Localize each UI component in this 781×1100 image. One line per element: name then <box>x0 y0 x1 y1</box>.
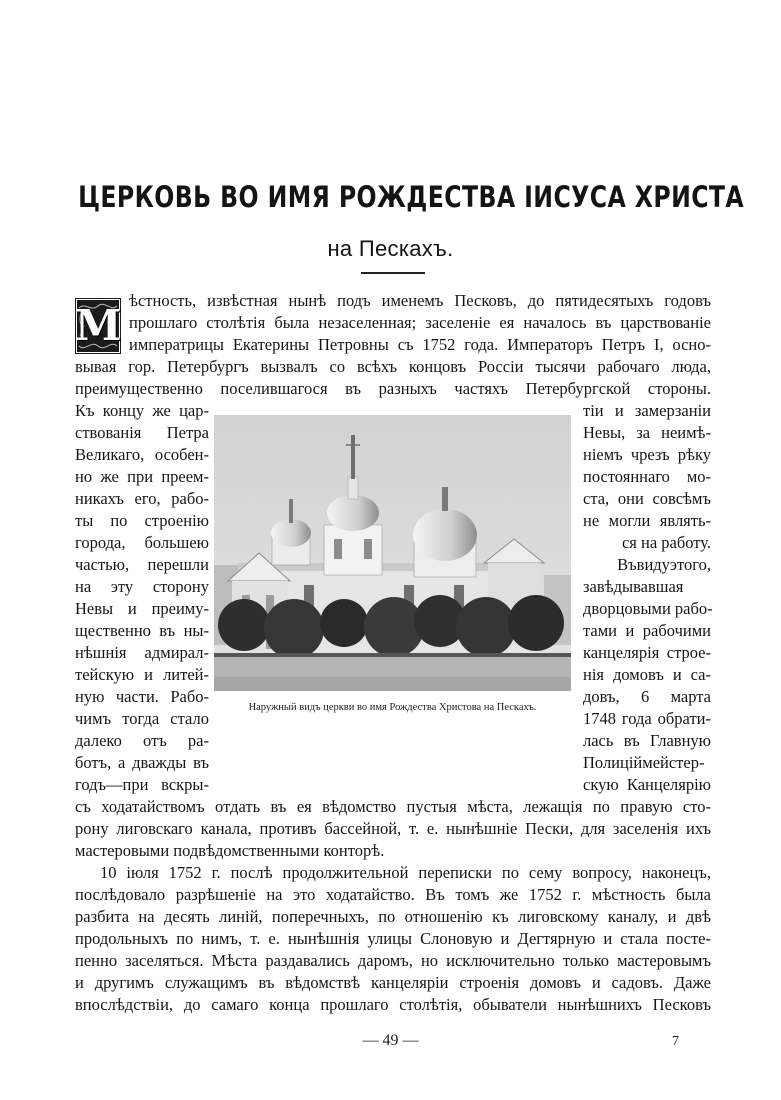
left-column-line: далеко отъ ра- <box>75 731 209 750</box>
right-column-line: ніемъ чрезъ рѣку <box>583 445 711 464</box>
right-column-line: ста, они совсѣмъ <box>583 489 711 508</box>
page-number: — 49 — <box>362 1032 419 1049</box>
text-line: впослѣдствіи, до самаго конца прошлаго столѣтія, обыватели нынѣшнихъ Песковъ <box>75 995 711 1014</box>
text-line: мастеровыми подвѣдомственными конторѣ. <box>75 841 385 860</box>
left-column-line: Великаго, особен- <box>75 445 209 464</box>
text-line: послѣдовало разрѣшеніе на это ходатайство. Въ томъ же 1752 г. мѣстность была <box>75 885 711 904</box>
left-column-line: Невы и преиму- <box>75 599 209 618</box>
drop-cap-letter: М <box>75 301 121 350</box>
left-column-line: чимъ тогда стало <box>75 709 209 728</box>
text-line: пенно заселяться. Мѣста раздавались даромъ, но исключительно только мастеровымъ <box>75 951 711 970</box>
page-subtitle: на Пескахъ. <box>327 236 454 261</box>
text-line: 10 іюля 1752 г. послѣ продолжительной переписки по сему вопросу, наконецъ, <box>100 863 711 882</box>
left-column-line: ты по строенію <box>75 511 209 530</box>
right-column-line: канцелярія строе- <box>583 643 711 662</box>
text-line: и другимъ служащимъ въ вѣдомствѣ канцеляріи строенія домовъ и садовъ. Даже <box>75 973 711 992</box>
left-column-line: нѣшнія адмирал- <box>75 643 209 662</box>
text-line: преимущественно поселившагося въ разныхъ частяхъ Петербургской стороны. <box>75 379 711 398</box>
left-column-line: ствованія Петра <box>75 423 209 442</box>
left-column-line: никахъ его, рабо- <box>75 489 209 508</box>
right-column-line: 1748 года обрати- <box>583 709 711 728</box>
church-photo <box>214 415 571 691</box>
text-line: прошлаго столѣтія была незаселенная; заселеніе ея началось въ царствованіе <box>129 313 711 332</box>
left-column-line: частью, перешли <box>75 555 209 574</box>
left-column-line: города, большею <box>75 533 209 552</box>
text-line: вывая гор. Петербургъ вызвалъ со всѣхъ концовъ Россіи тысячи рабочаго люда, <box>75 357 711 376</box>
text-line: продольныхъ по нимъ, т. е. нынѣшнія улицы Слоновую и Дегтярную и стала посте- <box>75 929 711 948</box>
page-title: ЦЕРКОВЬ ВО ИМЯ РОЖДЕСТВА IИСУСА ХРИСТА <box>78 180 745 214</box>
right-column-line: тіи и замерзаніи <box>583 401 711 420</box>
right-column-line: довъ, 6 марта <box>583 687 711 706</box>
text-line: рону лиговскаго канала, противъ бассейной, т. е. нынѣшніе Пески, для заселенія ихъ <box>75 819 711 838</box>
left-column-line: годъ—при вскры- <box>75 775 209 794</box>
left-column-line: ную части. Рабо- <box>75 687 209 706</box>
title-divider <box>361 272 425 274</box>
right-column-line: тами и рабочими <box>583 621 711 640</box>
text-line: ѣстность, извѣстная нынѣ подъ именемъ Песковъ, до пятидесятыхъ годовъ <box>129 291 711 310</box>
left-column-line: на эту сторону <box>75 577 209 596</box>
photo-caption: Наружный видъ церкви во имя Рождества Христова на Пескахъ. <box>248 702 537 713</box>
left-column-line: но же при преем- <box>75 467 209 486</box>
right-column-line: постояннаго мо- <box>583 467 711 486</box>
left-column-line: Къ концу же цар- <box>75 401 209 420</box>
right-column-line: завѣдывавшая <box>583 577 684 596</box>
right-column-line: лась въ Главную <box>583 731 711 750</box>
right-column-line: Полиціймейстер- <box>583 753 705 772</box>
right-column-line: не могли являть- <box>583 511 711 530</box>
printer-signature-mark: 7 <box>672 1034 679 1049</box>
text-line: съ ходатайствомъ отдать въ ея вѣдомство пустыя мѣста, лежащія по правую сто- <box>75 797 711 816</box>
right-column-line: ся на работу. <box>621 533 711 552</box>
right-column-line: Невы, за неимѣ- <box>583 423 711 442</box>
left-column-line: тейскую и литей- <box>75 665 209 684</box>
text-line: императрицы Екатерины Петровны съ 1752 года. Императоръ Петръ I, осно- <box>129 335 711 354</box>
right-column-line: нія домовъ и са- <box>583 665 711 684</box>
church-illustration <box>214 415 571 691</box>
text-line: разбита на десять линій, поперечныхъ, по отношенію къ лиговскому каналу, и двѣ <box>75 907 711 926</box>
left-column-line: ботъ, а дважды въ <box>75 753 209 772</box>
right-column-line: скую Канцелярію <box>583 775 711 794</box>
left-column-line: щественно въ ны- <box>75 621 209 640</box>
right-column-line: дворцовыми рабо- <box>583 599 713 618</box>
drop-cap <box>75 298 121 354</box>
right-column-line: Въвидуэтого, <box>617 555 711 574</box>
